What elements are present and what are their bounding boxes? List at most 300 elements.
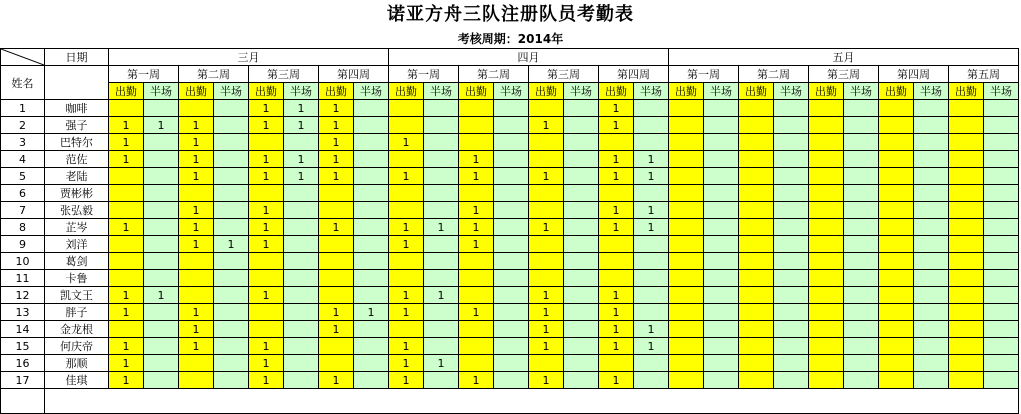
attend-cell[interactable] (669, 117, 704, 134)
attend-cell[interactable] (179, 355, 214, 372)
attend-cell[interactable]: 1 (249, 100, 284, 117)
attend-cell[interactable] (459, 355, 494, 372)
attend-cell[interactable] (319, 185, 354, 202)
half-cell[interactable] (704, 100, 739, 117)
half-cell[interactable] (494, 151, 529, 168)
attend-cell[interactable] (809, 372, 844, 389)
attend-cell[interactable]: 1 (599, 372, 634, 389)
half-cell[interactable] (494, 117, 529, 134)
attend-cell[interactable]: 1 (249, 151, 284, 168)
attend-cell[interactable]: 1 (319, 321, 354, 338)
half-cell[interactable] (354, 134, 389, 151)
half-cell[interactable] (984, 321, 1019, 338)
attend-cell[interactable] (949, 372, 984, 389)
attend-cell[interactable] (669, 253, 704, 270)
half-cell[interactable] (844, 236, 879, 253)
half-cell[interactable] (494, 321, 529, 338)
attend-cell[interactable] (809, 338, 844, 355)
attend-cell[interactable] (319, 287, 354, 304)
attend-cell[interactable] (319, 202, 354, 219)
half-cell[interactable] (144, 202, 179, 219)
attend-cell[interactable] (879, 253, 914, 270)
attend-cell[interactable] (879, 219, 914, 236)
attend-cell[interactable] (879, 202, 914, 219)
half-cell[interactable] (284, 372, 319, 389)
half-cell[interactable] (984, 151, 1019, 168)
attend-cell[interactable]: 1 (529, 219, 564, 236)
attend-cell[interactable] (669, 304, 704, 321)
half-cell[interactable] (704, 117, 739, 134)
half-cell[interactable] (214, 134, 249, 151)
half-cell[interactable] (214, 117, 249, 134)
half-cell[interactable] (634, 117, 669, 134)
half-cell[interactable] (564, 270, 599, 287)
half-cell[interactable] (914, 253, 949, 270)
attend-cell[interactable] (809, 117, 844, 134)
half-cell[interactable] (634, 304, 669, 321)
attend-cell[interactable]: 1 (249, 219, 284, 236)
attend-cell[interactable] (319, 236, 354, 253)
attend-cell[interactable] (739, 151, 774, 168)
half-cell[interactable] (844, 219, 879, 236)
attend-cell[interactable]: 1 (179, 219, 214, 236)
half-cell[interactable] (214, 185, 249, 202)
attend-cell[interactable] (389, 202, 424, 219)
attend-cell[interactable] (529, 236, 564, 253)
attend-cell[interactable] (109, 185, 144, 202)
half-cell[interactable] (424, 168, 459, 185)
half-cell[interactable] (564, 151, 599, 168)
attend-cell[interactable]: 1 (319, 134, 354, 151)
half-cell[interactable] (354, 253, 389, 270)
half-cell[interactable] (284, 202, 319, 219)
half-cell[interactable] (144, 338, 179, 355)
half-cell[interactable] (634, 134, 669, 151)
attend-cell[interactable]: 1 (599, 151, 634, 168)
attend-cell[interactable]: 1 (109, 287, 144, 304)
half-cell[interactable] (844, 338, 879, 355)
half-cell[interactable] (844, 117, 879, 134)
half-cell[interactable] (914, 338, 949, 355)
attend-cell[interactable] (179, 253, 214, 270)
half-cell[interactable] (984, 372, 1019, 389)
attend-cell[interactable]: 1 (389, 287, 424, 304)
attend-cell[interactable] (249, 270, 284, 287)
attend-cell[interactable] (249, 304, 284, 321)
half-cell[interactable] (704, 236, 739, 253)
attend-cell[interactable]: 1 (109, 219, 144, 236)
half-cell[interactable] (144, 236, 179, 253)
attend-cell[interactable] (949, 168, 984, 185)
attend-cell[interactable] (879, 372, 914, 389)
half-cell[interactable] (144, 168, 179, 185)
attend-cell[interactable] (739, 117, 774, 134)
half-cell[interactable]: 1 (424, 355, 459, 372)
half-cell[interactable] (914, 355, 949, 372)
attend-cell[interactable] (669, 202, 704, 219)
attend-cell[interactable] (739, 355, 774, 372)
half-cell[interactable]: 1 (634, 168, 669, 185)
half-cell[interactable] (914, 202, 949, 219)
half-cell[interactable] (214, 304, 249, 321)
half-cell[interactable] (984, 117, 1019, 134)
attend-cell[interactable]: 1 (599, 117, 634, 134)
attend-cell[interactable] (529, 100, 564, 117)
half-cell[interactable] (284, 270, 319, 287)
half-cell[interactable] (214, 202, 249, 219)
half-cell[interactable] (634, 236, 669, 253)
half-cell[interactable] (914, 321, 949, 338)
half-cell[interactable] (984, 100, 1019, 117)
half-cell[interactable] (564, 219, 599, 236)
attend-cell[interactable] (669, 236, 704, 253)
attend-cell[interactable]: 1 (459, 168, 494, 185)
half-cell[interactable] (844, 168, 879, 185)
half-cell[interactable] (494, 134, 529, 151)
attend-cell[interactable] (879, 270, 914, 287)
half-cell[interactable] (214, 372, 249, 389)
half-cell[interactable] (914, 168, 949, 185)
attend-cell[interactable]: 1 (459, 202, 494, 219)
half-cell[interactable] (564, 287, 599, 304)
attend-cell[interactable]: 1 (599, 168, 634, 185)
half-cell[interactable] (214, 355, 249, 372)
attend-cell[interactable] (949, 338, 984, 355)
half-cell[interactable] (424, 202, 459, 219)
attend-cell[interactable] (459, 321, 494, 338)
attend-cell[interactable]: 1 (319, 151, 354, 168)
attend-cell[interactable]: 1 (459, 236, 494, 253)
attend-cell[interactable]: 1 (389, 338, 424, 355)
attend-cell[interactable]: 1 (599, 202, 634, 219)
half-cell[interactable] (564, 304, 599, 321)
half-cell[interactable] (774, 321, 809, 338)
attend-cell[interactable]: 1 (599, 219, 634, 236)
half-cell[interactable] (844, 100, 879, 117)
attend-cell[interactable] (459, 134, 494, 151)
attend-cell[interactable] (809, 321, 844, 338)
attend-cell[interactable] (599, 253, 634, 270)
attend-cell[interactable] (109, 168, 144, 185)
half-cell[interactable]: 1 (634, 202, 669, 219)
half-cell[interactable] (774, 185, 809, 202)
attend-cell[interactable] (669, 151, 704, 168)
half-cell[interactable] (774, 253, 809, 270)
half-cell[interactable] (354, 219, 389, 236)
half-cell[interactable] (354, 287, 389, 304)
half-cell[interactable]: 1 (634, 151, 669, 168)
attend-cell[interactable] (879, 100, 914, 117)
attend-cell[interactable] (389, 151, 424, 168)
half-cell[interactable] (214, 219, 249, 236)
attend-cell[interactable] (879, 321, 914, 338)
attend-cell[interactable] (809, 134, 844, 151)
half-cell[interactable] (424, 253, 459, 270)
half-cell[interactable] (564, 355, 599, 372)
attend-cell[interactable]: 1 (249, 202, 284, 219)
half-cell[interactable] (704, 338, 739, 355)
half-cell[interactable] (214, 151, 249, 168)
attend-cell[interactable] (949, 202, 984, 219)
attend-cell[interactable] (809, 270, 844, 287)
half-cell[interactable]: 1 (424, 219, 459, 236)
attend-cell[interactable] (739, 134, 774, 151)
attend-cell[interactable] (879, 134, 914, 151)
half-cell[interactable] (774, 304, 809, 321)
half-cell[interactable] (494, 202, 529, 219)
half-cell[interactable] (424, 100, 459, 117)
half-cell[interactable] (844, 202, 879, 219)
half-cell[interactable] (984, 202, 1019, 219)
half-cell[interactable] (214, 287, 249, 304)
attend-cell[interactable] (739, 100, 774, 117)
half-cell[interactable] (914, 236, 949, 253)
attend-cell[interactable] (669, 338, 704, 355)
attend-cell[interactable] (109, 253, 144, 270)
half-cell[interactable] (704, 151, 739, 168)
half-cell[interactable] (144, 253, 179, 270)
half-cell[interactable] (984, 168, 1019, 185)
attend-cell[interactable]: 1 (109, 355, 144, 372)
attend-cell[interactable] (529, 151, 564, 168)
attend-cell[interactable]: 1 (389, 219, 424, 236)
half-cell[interactable] (144, 270, 179, 287)
attend-cell[interactable]: 1 (319, 100, 354, 117)
attend-cell[interactable]: 1 (599, 338, 634, 355)
attend-cell[interactable]: 1 (459, 219, 494, 236)
half-cell[interactable] (144, 100, 179, 117)
half-cell[interactable]: 1 (634, 338, 669, 355)
half-cell[interactable] (214, 338, 249, 355)
half-cell[interactable] (634, 287, 669, 304)
attend-cell[interactable] (459, 117, 494, 134)
half-cell[interactable] (424, 304, 459, 321)
half-cell[interactable] (704, 185, 739, 202)
half-cell[interactable] (774, 117, 809, 134)
half-cell[interactable]: 1 (634, 219, 669, 236)
attend-cell[interactable] (949, 151, 984, 168)
attend-cell[interactable] (529, 185, 564, 202)
half-cell[interactable] (984, 287, 1019, 304)
attend-cell[interactable] (109, 270, 144, 287)
half-cell[interactable] (984, 253, 1019, 270)
half-cell[interactable] (914, 100, 949, 117)
attend-cell[interactable] (599, 185, 634, 202)
attend-cell[interactable]: 1 (389, 168, 424, 185)
half-cell[interactable] (844, 304, 879, 321)
attend-cell[interactable] (319, 338, 354, 355)
half-cell[interactable]: 1 (284, 168, 319, 185)
half-cell[interactable] (564, 321, 599, 338)
half-cell[interactable] (704, 202, 739, 219)
attend-cell[interactable] (739, 236, 774, 253)
half-cell[interactable] (914, 219, 949, 236)
attend-cell[interactable] (739, 372, 774, 389)
attend-cell[interactable] (949, 287, 984, 304)
attend-cell[interactable] (669, 134, 704, 151)
attend-cell[interactable] (739, 185, 774, 202)
half-cell[interactable] (844, 287, 879, 304)
attend-cell[interactable] (319, 270, 354, 287)
attend-cell[interactable] (529, 355, 564, 372)
half-cell[interactable] (984, 134, 1019, 151)
attend-cell[interactable] (459, 100, 494, 117)
attend-cell[interactable] (599, 355, 634, 372)
half-cell[interactable] (144, 219, 179, 236)
attend-cell[interactable] (669, 270, 704, 287)
half-cell[interactable] (984, 338, 1019, 355)
attend-cell[interactable]: 1 (529, 304, 564, 321)
half-cell[interactable] (564, 100, 599, 117)
attend-cell[interactable] (739, 338, 774, 355)
attend-cell[interactable] (669, 321, 704, 338)
attend-cell[interactable]: 1 (389, 372, 424, 389)
half-cell[interactable] (564, 338, 599, 355)
attend-cell[interactable] (529, 202, 564, 219)
attend-cell[interactable] (179, 287, 214, 304)
half-cell[interactable] (494, 185, 529, 202)
half-cell[interactable] (564, 202, 599, 219)
attend-cell[interactable] (949, 270, 984, 287)
attend-cell[interactable] (109, 202, 144, 219)
attend-cell[interactable]: 1 (599, 321, 634, 338)
half-cell[interactable] (844, 355, 879, 372)
attend-cell[interactable] (249, 185, 284, 202)
half-cell[interactable] (144, 134, 179, 151)
half-cell[interactable] (984, 185, 1019, 202)
half-cell[interactable] (844, 270, 879, 287)
half-cell[interactable] (354, 372, 389, 389)
half-cell[interactable]: 1 (284, 151, 319, 168)
attend-cell[interactable] (809, 168, 844, 185)
attend-cell[interactable]: 1 (249, 355, 284, 372)
half-cell[interactable] (844, 185, 879, 202)
half-cell[interactable] (984, 270, 1019, 287)
attend-cell[interactable]: 1 (319, 168, 354, 185)
attend-cell[interactable] (739, 304, 774, 321)
attend-cell[interactable] (809, 236, 844, 253)
half-cell[interactable] (844, 151, 879, 168)
attend-cell[interactable]: 1 (389, 355, 424, 372)
attend-cell[interactable] (669, 287, 704, 304)
attend-cell[interactable]: 1 (389, 236, 424, 253)
attend-cell[interactable] (879, 236, 914, 253)
attend-cell[interactable] (669, 219, 704, 236)
attend-cell[interactable] (739, 287, 774, 304)
attend-cell[interactable] (109, 100, 144, 117)
half-cell[interactable] (774, 100, 809, 117)
half-cell[interactable] (284, 355, 319, 372)
attend-cell[interactable]: 1 (599, 287, 634, 304)
half-cell[interactable] (634, 100, 669, 117)
attend-cell[interactable]: 1 (389, 304, 424, 321)
attend-cell[interactable] (529, 270, 564, 287)
attend-cell[interactable]: 1 (389, 134, 424, 151)
attend-cell[interactable]: 1 (529, 168, 564, 185)
half-cell[interactable] (144, 304, 179, 321)
attend-cell[interactable] (599, 134, 634, 151)
half-cell[interactable] (424, 338, 459, 355)
half-cell[interactable] (284, 236, 319, 253)
attend-cell[interactable] (459, 185, 494, 202)
half-cell[interactable]: 1 (144, 117, 179, 134)
attend-cell[interactable] (879, 117, 914, 134)
half-cell[interactable] (144, 321, 179, 338)
attend-cell[interactable] (809, 355, 844, 372)
attend-cell[interactable] (599, 270, 634, 287)
attend-cell[interactable] (249, 134, 284, 151)
attend-cell[interactable] (459, 338, 494, 355)
attend-cell[interactable] (809, 304, 844, 321)
half-cell[interactable] (214, 253, 249, 270)
attend-cell[interactable]: 1 (459, 151, 494, 168)
half-cell[interactable] (914, 304, 949, 321)
attend-cell[interactable] (809, 151, 844, 168)
half-cell[interactable] (354, 355, 389, 372)
half-cell[interactable] (354, 321, 389, 338)
attend-cell[interactable] (389, 270, 424, 287)
half-cell[interactable]: 1 (284, 100, 319, 117)
attend-cell[interactable]: 1 (529, 338, 564, 355)
half-cell[interactable] (914, 151, 949, 168)
attend-cell[interactable] (879, 287, 914, 304)
half-cell[interactable] (704, 372, 739, 389)
attend-cell[interactable] (949, 304, 984, 321)
half-cell[interactable] (914, 372, 949, 389)
attend-cell[interactable]: 1 (249, 236, 284, 253)
half-cell[interactable] (774, 202, 809, 219)
half-cell[interactable] (284, 253, 319, 270)
half-cell[interactable] (774, 134, 809, 151)
half-cell[interactable] (914, 117, 949, 134)
half-cell[interactable] (844, 321, 879, 338)
half-cell[interactable] (284, 219, 319, 236)
half-cell[interactable] (704, 219, 739, 236)
half-cell[interactable] (494, 236, 529, 253)
half-cell[interactable] (564, 134, 599, 151)
half-cell[interactable]: 1 (424, 287, 459, 304)
half-cell[interactable] (214, 270, 249, 287)
attend-cell[interactable]: 1 (319, 304, 354, 321)
half-cell[interactable] (214, 168, 249, 185)
half-cell[interactable] (914, 287, 949, 304)
attend-cell[interactable] (389, 253, 424, 270)
attend-cell[interactable] (179, 372, 214, 389)
attend-cell[interactable] (879, 151, 914, 168)
attend-cell[interactable]: 1 (459, 304, 494, 321)
half-cell[interactable] (844, 253, 879, 270)
attend-cell[interactable] (879, 355, 914, 372)
half-cell[interactable] (704, 287, 739, 304)
half-cell[interactable] (704, 168, 739, 185)
half-cell[interactable] (634, 372, 669, 389)
half-cell[interactable] (494, 100, 529, 117)
half-cell[interactable] (914, 185, 949, 202)
attend-cell[interactable] (389, 100, 424, 117)
half-cell[interactable] (564, 372, 599, 389)
half-cell[interactable] (494, 304, 529, 321)
attend-cell[interactable] (389, 321, 424, 338)
attend-cell[interactable] (109, 236, 144, 253)
attend-cell[interactable]: 1 (249, 117, 284, 134)
attend-cell[interactable] (739, 202, 774, 219)
attend-cell[interactable] (529, 134, 564, 151)
attend-cell[interactable] (879, 185, 914, 202)
attend-cell[interactable] (949, 355, 984, 372)
attend-cell[interactable]: 1 (249, 287, 284, 304)
half-cell[interactable]: 1 (634, 321, 669, 338)
half-cell[interactable] (774, 372, 809, 389)
